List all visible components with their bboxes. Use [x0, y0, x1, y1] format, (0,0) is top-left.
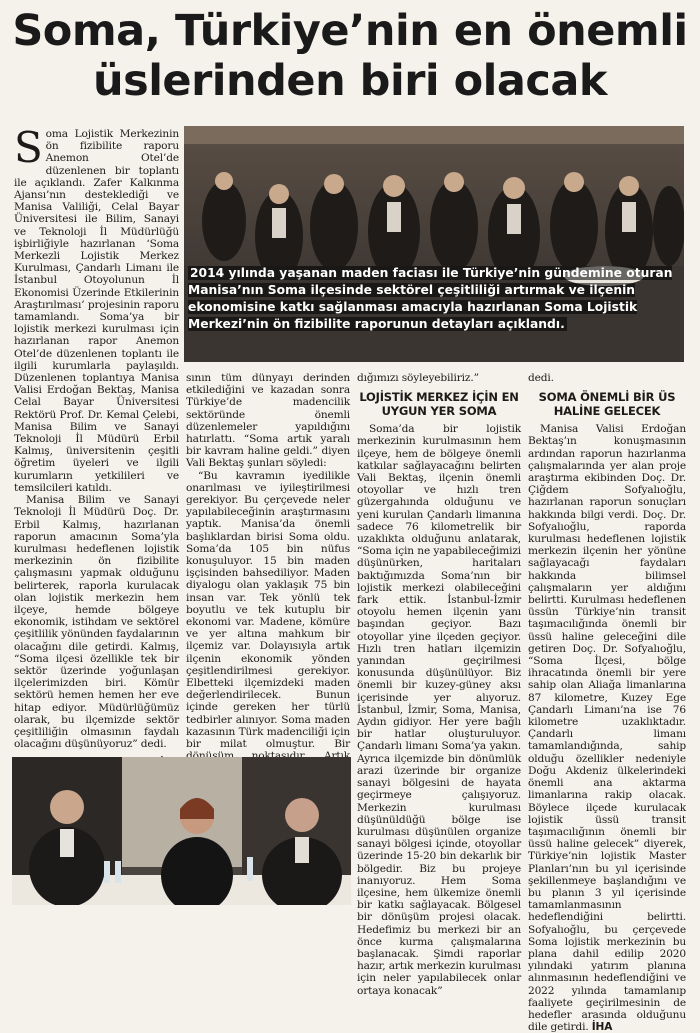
paragraph: Manisa Bilim ve Sanayi Teknoloji İl Müdürü Doç. Dr. Erbil Kalmış, hazırlanan raporun amacının Soma’yla kurulması hedeflenen lojistik merkezinin ön fizibilite çalışmasını yapmak olduğunu belirterek, raporla kurulacak olan lojistik merkezin hem ilçeye, hemde bölgeye ekonomik, istihdam ve sektörel çeşitlilik yönünden faydalarının olacağını dile getirdi. Kalmış, “Soma ilçesi özellikle tek bir sektör üzerinde yoğunlaşan ilçelerimizden biri. Kömür sektörü hemen hemen her eve hitap ediyor. Müdürlüğümüz olarak, bu ilçemizde sektör çeşitliliğin olmasının faydalı olacağını düşünüyoruz” dedi.: [14, 494, 179, 751]
headline-line-2: üslerinden biri olacak: [92, 56, 608, 106]
column-4: [528, 372, 686, 1033]
headline: [0, 6, 700, 106]
subheading: SOMA ÖNEMLİ BİR ÜS HALİNE GELECEK: [538, 390, 676, 419]
paragraph: sının tüm dünyayı derinden etkilediğini ve kazadan sonra Türkiye’de madencilik sektöründe önemli düzenlemeler yapıldığını hatırlattı. “Soma artık yaralı bir kavram haline geldi.” diyen Vali Bektaş şunları söyledi:: [186, 372, 350, 470]
headline-line-1: Soma, Türkiye’nin en önemli: [12, 6, 688, 56]
photo-caption: 2014 yılında yaşanan maden faciası ile Türkiye’nin gündemine oturan Manisa’nın Soma ilçesinde sektörel çeşitliliği artırmak ve ilçenin ekonomisine katkı sağlanması amacıyla hazırlanan Soma Lojistik Merkezi’nin ön fizibilite raporunun detayları açıklandı.: [188, 266, 673, 331]
paragraph: Manisa Valisi Erdoğan Bektaş’ın konuşmasının ardından raporun hazırlanma çalışmalarında yer alan proje araştırma ekibinden Doç. Dr. Çiğdem Sofyalıoğlu, hazırlanan raporun sonuçları hakkında bilgi verdi. Doç. Dr. Sofyalıoğlu, raporda kurulması hedeflenen lojistik merkezin ilçenin her yönüne sağlayacağı faydaları hakkında bilimsel çalışmaların yer aldığını belirtti. Kurulması hedeflenen üssün Türkiye’nin transit taşımacılığında önemli bir üssü haline geleceğini dile getiren Doç. Dr. Sofyalıoğlu, “Soma İlçesi, bölge ihracatında önemli bir yere sahip olan Aliağa limanlarına 87 kilometre, Kuzey Ege Çandarlı Limanı’na ise 76 kilometre uzaklıktadır. Çandarlı limanı tamamlandığında, sahip olduğu özellikler nedeniyle Doğu Akdeniz ülkelerindeki önemli ana aktarma limanlarına rakip olacak. Böylece ilçede kurulacak lojistik üssü transit taşımacılığının önemli bir üssü haline gelecek” diyerek, Türkiye’nin lojistik Master Planları’nın bu yıl içerisinde şekillenmeye başlandığını ve bu planın 3 yıl içerisinde tamamlanmasının hedeflendiğini belirtti. Sofyalıoğlu, bu çerçevede Soma lojistik merkezinin bu plana dahil edilip 2020 yılındaki yatırım planına alınmasının hedeflendiğini ve 2022 yılında tamamlanıp faaliyete geçirilmesinin de hedefler arasında olduğunu dile getirdi. İHA: [528, 423, 686, 1033]
agency-credit: İHA: [591, 1021, 613, 1033]
paragraph: “Bu kavramın iyedilikle onarılması ve iyileştirilmesi gerekiyor. Bu çerçevede neler yapılabileceğinin araştırmasını yaptık. Manisa’da önemli başlıklardan birisi Soma oldu. Soma’da 105 bin nüfus konuşuluyor. 15 bin maden işçisinden bahsediliyor. Maden diyalogu olan yaklaşık 75 bin insan var. Tek yönlü tek boyutlu ve tek kutuplu bir ekonomi var. Madene, kömüre ve yer altına mahkum bir ilçemiz var. Dolayısıyla artık ilçenin ekonomik yönden çeşitlendirilmesi gerekiyor. Elbetteki ilçemizdeki maden değerlendirilecek. Bunun içinde gereken her türlü tedbirler alınıyor. Soma maden kazasının Türk madenciliği için bir milat olmuştur. Bir: [186, 469, 350, 751]
paragraph: dığımızı söyleyebiliriz.”: [357, 372, 479, 384]
column-3: [357, 372, 521, 997]
panel-speakers-photo: [12, 757, 351, 905]
column-1: [14, 123, 179, 826]
subheading: LOJİSTİK MERKEZ İÇİN EN UYGUN YER SOMA: [359, 390, 519, 419]
intro-paragraph: Soma Lojistik Merkezinin ön fizibilite raporu Anemon Otel’de düzenlenen bir toplantı ile açıklandı. Zafer Kalkınma Ajansı’nın desteklediği ve Manisa Valiliği, Celal Bayar Üniversitesi ile Bilim, Sanayi ve Teknoloji İl Müdürlüğü işbirliğiyle hazırlanan ‘Soma Merkezli Lojistik Merkez Kurulması, Çandarlı Limanı ile İstanbul Otoyolunun İl Ekonomisi Üzerinde Etkilerinin Araştırılması’ projesinin raporu tamamlandı. Soma’ya bir lojistik merkezi kurulması için hazırlanan rapor Anemon Otel’de düzenlenen toplantı ile ilgili kurumlarla paylaşıldı. Düzenlenen toplantıya Manisa Valisi Erdoğan Bektaş, Manisa Celal Bayar Üniversitesi Rektörü Prof. Dr. Kemal Çelebi, Manisa Bilim ve Sanayi Teknoloji İl Müdürü Erbil Kalmış, üniversitenin çeşitli öğretim üyeleri ve ilgili kurumların yetkilileri ve temsilcileri katıldı.: [14, 123, 179, 494]
drop-cap: S: [14, 123, 43, 172]
column-2: [186, 372, 350, 799]
paragraph: Soma’da bir lojistik merkezinin kurulmasının hem ilçeye, hem de bölgeye önemli katkılar sağlayacağını belirten Vali Bektaş, ilçenin önemli otoyollar ve hızlı tren güzergahında olduğunu ve yeni kurulan Çandarlı limanına sadece 76 kilometrelik bir uzaklıkta olduğunu anlatarak, “Soma için ne yapabileceğimizi düşünürken, haritaları baktığımızda Soma’nın bir lojistik merkezi olabileceğini fark ettik. İstanbul-İzmir otoyolu hemen ilçenin yanı başından geçiyor. Bazı otoyollar yine ilçeden geçiyor. Hızlı tren hatları ilçemizin yanından geçirilmesi konusunda düşünülüyor. Biz önemli bir kuzey-güney aksı içerisinde yer alıyoruz. İstanbul, İzmir, Soma, Manisa, Aydın gidiyor. Her yere bağlı bir hatlar oluşturuluyor. Çandarlı limanı Soma’ya yakın. Ayrıca ilçemizde bin dönümlük arazi üzerinde bir organize sanayi bölgesini de hayata geçirmeye çalışıyoruz. Merkezin kurulması düşünüldüğü bölge ise kurulması düşünülen organize sanayi bölgesi içinde, otoyollar üzerinde 15-20 bin dekarlık bir bölgedir. Biz bu projeye inanıyoruz. Hem Soma ilçesine, hem ülkemize önemli bir katkı sağlayacak. Bölgesel bir dönüşüm projesi olacak. Hedefimiz bu merkezi bir an önce kurma çalışmalarına başlanacak. Şimdi raporlar hazır, artık merkezin kurulması için neler yapılabilecek onlar ortaya konacak”: [357, 423, 521, 997]
paragraph: dedi.: [528, 372, 554, 384]
